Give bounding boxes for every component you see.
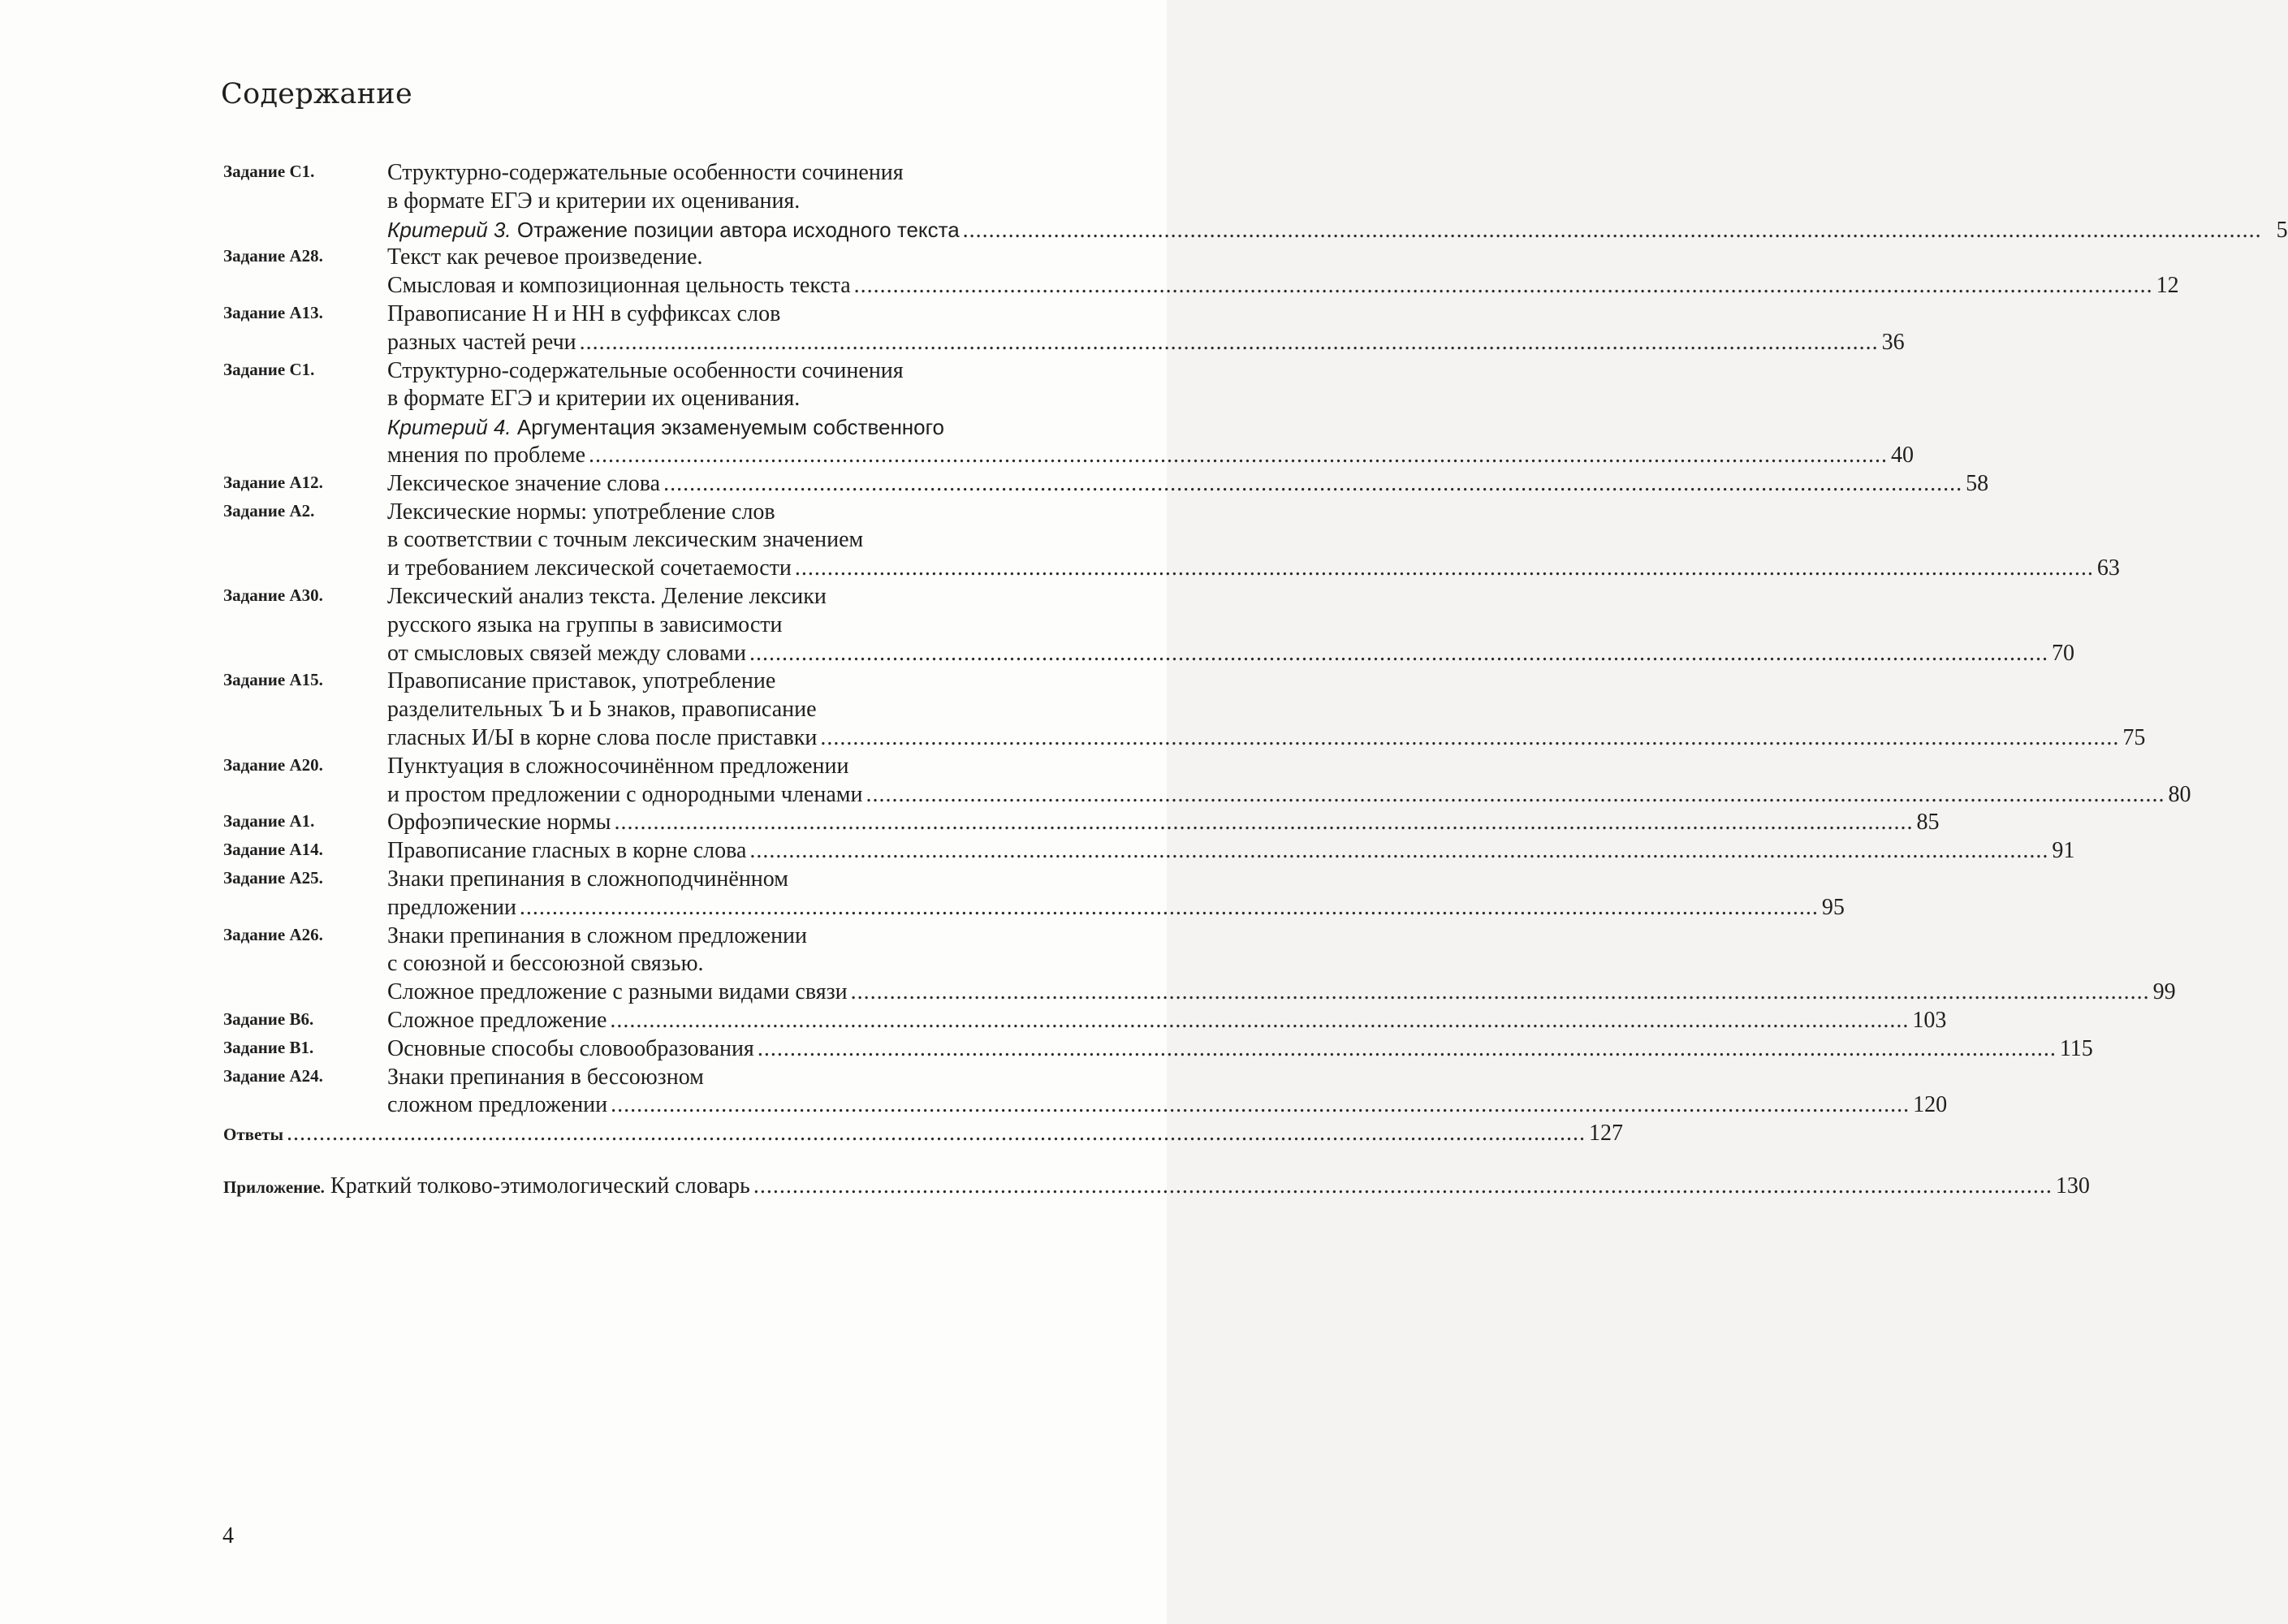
dot-leader: ........................................................................................................................................................................................................ <box>749 640 2049 666</box>
toc-entry-text-part: разных частей речи <box>387 329 576 355</box>
toc-entry-label: Задание С1. <box>223 359 315 379</box>
toc-line <box>223 1173 2090 1201</box>
toc-line <box>387 272 2179 300</box>
toc-entry-text-part: Лексическое значение слова <box>387 470 661 496</box>
toc-line: Текст как речевое произведение. <box>387 244 703 270</box>
toc-entry-body <box>387 809 1940 837</box>
dot-leader: ........................................................................................................................................................................................................ <box>749 838 2049 864</box>
toc-line: разделительных Ъ и Ь знаков, правописание <box>387 697 817 723</box>
toc-line <box>387 470 1989 499</box>
toc-entry-text-part: Смысловая и композиционная цельность текста <box>387 273 851 299</box>
toc-page-number: 75 <box>2122 724 2146 750</box>
toc-entry-text-part: и требованием лексической сочетаемости <box>387 555 792 581</box>
toc-entry-body <box>387 1064 1948 1121</box>
toc-entry[interactable] <box>223 159 2288 244</box>
criterion-text: Отражение позиции автора исходного текста <box>511 217 960 242</box>
dot-leader: ........................................................................................................................................................................................................ <box>663 470 1963 496</box>
toc-line: Знаки препинания в сложном предложении <box>387 922 808 948</box>
toc-line <box>387 329 1905 357</box>
toc-entry[interactable] <box>223 357 1915 470</box>
answers-label: Ответы <box>223 1125 284 1145</box>
dot-leader: ........................................................................................................................................................................................................ <box>610 1007 1910 1033</box>
toc-entry-body <box>387 922 2176 1007</box>
dot-leader: ........................................................................................................................................................................................................ <box>287 1121 1586 1147</box>
toc-entry[interactable] <box>223 667 2146 752</box>
toc-entry-body <box>387 667 2146 752</box>
toc-line: Правописание Н и НН в суффиксах слов <box>387 300 781 326</box>
toc-page-number: 120 <box>1913 1092 1948 1118</box>
toc-entry-label: Задание В1. <box>223 1037 314 1057</box>
toc-page-number: 91 <box>2052 838 2075 864</box>
toc-answers[interactable] <box>223 1120 1624 1148</box>
toc-entry-text <box>387 216 960 245</box>
toc-line: русского языка на группы в зависимости <box>387 611 783 637</box>
toc-entry-label: Задание В6. <box>223 1009 314 1029</box>
toc-entry-body <box>387 357 1915 470</box>
toc-entry-body <box>387 244 2179 300</box>
toc-line <box>387 781 2191 810</box>
toc-entry-text <box>387 724 817 753</box>
toc-entry-text <box>387 555 792 583</box>
toc-entry-text-part: от смысловых связей между словами <box>387 640 747 666</box>
toc-entry-text-part: сложном предложении <box>387 1092 608 1118</box>
toc-entry-label: Задание А12. <box>223 472 323 492</box>
toc-entry[interactable] <box>223 244 2179 300</box>
toc-entry-label: Задание А13. <box>223 302 323 322</box>
toc-entry-label: Задание А20. <box>223 754 323 775</box>
criterion-text: Аргументация экзаменуемым собственного <box>511 415 944 440</box>
toc-line <box>387 442 1915 470</box>
toc-line: в формате ЕГЭ и критерии их оценивания. <box>387 386 801 412</box>
toc-page-number: 5 <box>2276 217 2288 243</box>
toc-entry-body <box>387 1007 1947 1035</box>
toc-entry-text <box>387 1007 607 1035</box>
toc-entry-label: Задание А2. <box>223 500 315 520</box>
toc-entry-text-part: предложении <box>387 894 516 920</box>
toc-page-number: 103 <box>1912 1007 1947 1033</box>
toc-entry-text <box>387 1035 754 1064</box>
criterion-label: Критерий 3. <box>387 217 512 242</box>
toc-entry-text-part: Сложное предложение с разными видами связи <box>387 979 848 1005</box>
appendix-text <box>223 1173 750 1202</box>
toc-entry-text <box>387 809 611 837</box>
toc-entry-text <box>387 837 746 866</box>
toc-entry-label: Задание А25. <box>223 867 323 888</box>
dot-leader: ........................................................................................................................................................................................................ <box>519 894 1819 920</box>
toc-line <box>387 837 2075 866</box>
toc-entry-text <box>387 978 848 1007</box>
toc-entry-text-part: мнения по проблеме <box>387 442 586 468</box>
toc-page-number: 99 <box>2152 979 2176 1005</box>
toc-entry-text <box>387 894 516 922</box>
toc-entry-text-part: Правописание гласных в корне слова <box>387 838 747 864</box>
toc-line <box>387 555 2120 583</box>
toc-entry[interactable] <box>223 300 1905 357</box>
toc-page-number: 127 <box>1589 1121 1624 1147</box>
toc-entry-body <box>387 470 1989 499</box>
toc-appendix[interactable] <box>223 1173 2090 1201</box>
criterion-label: Критерий 4. <box>387 415 512 440</box>
toc-page-number: 115 <box>2059 1035 2093 1061</box>
toc-entry[interactable] <box>223 1064 1948 1121</box>
toc-entry-label: Задание А26. <box>223 924 323 944</box>
toc-entry-label: Задание А1. <box>223 811 315 831</box>
toc-entry-text-part: и простом предложении с однородными членами <box>387 781 863 807</box>
appendix-label: Приложение. <box>223 1177 325 1197</box>
toc-line <box>387 1035 2093 1064</box>
dot-leader: ........................................................................................................................................................................................................ <box>589 442 1889 468</box>
toc-entry-label: Задание А28. <box>223 246 323 266</box>
toc-entry[interactable] <box>223 1035 2093 1064</box>
toc-entry-text-part: Орфоэпические нормы <box>387 810 611 836</box>
toc-line: Пунктуация в сложносочинённом предложении <box>387 753 849 779</box>
toc-page-number: 12 <box>2156 273 2179 299</box>
toc-page-number: 70 <box>2052 640 2075 666</box>
toc-page-number: 36 <box>1881 329 1905 355</box>
toc-page-number: 40 <box>1891 442 1915 468</box>
dot-leader: ........................................................................................................................................................................................................ <box>794 555 2094 581</box>
page-title: Содержание <box>221 78 412 110</box>
toc-line <box>387 894 1845 922</box>
toc-page-number: 95 <box>1821 894 1845 920</box>
toc-entry-text-part: Сложное предложение <box>387 1007 607 1033</box>
toc-line: Знаки препинания в бессоюзном <box>387 1064 704 1090</box>
page-number: 4 <box>222 1523 234 1548</box>
dot-leader: ........................................................................................................................................................................................................ <box>820 724 2120 750</box>
toc-entry[interactable] <box>223 753 2191 810</box>
toc-entry-text <box>387 272 851 300</box>
toc-entry-text <box>387 329 576 357</box>
toc-line <box>387 978 2176 1007</box>
toc-entry[interactable] <box>223 470 1989 499</box>
dot-leader: ........................................................................................................................................................................................................ <box>753 1173 2053 1199</box>
toc-line <box>387 640 2075 668</box>
table-of-contents <box>223 159 2288 1201</box>
dot-leader: ........................................................................................................................................................................................................ <box>611 1092 1910 1118</box>
toc-line <box>387 724 2146 753</box>
toc-entry-text-part: гласных И/Ы в корне слова после приставки <box>387 724 818 750</box>
dot-leader: ........................................................................................................................................................................................................ <box>853 273 2153 299</box>
toc-entry-label: Задание А30. <box>223 585 323 605</box>
toc-entry[interactable] <box>223 809 1940 837</box>
dot-leader: ........................................................................................................................................................................................................ <box>866 781 2165 807</box>
toc-entry-label: Задание А14. <box>223 840 323 860</box>
toc-line: в формате ЕГЭ и критерии их оценивания. <box>387 188 801 214</box>
toc-line <box>223 1120 1624 1148</box>
toc-line <box>387 1007 1947 1035</box>
toc-entry-body <box>387 753 2191 810</box>
appendix-title: Краткий толково-этимологический словарь <box>330 1173 750 1199</box>
toc-entry[interactable] <box>223 866 1845 922</box>
toc-entry-body <box>387 300 1905 357</box>
toc-entry-text <box>387 1091 607 1120</box>
dot-leader: ........................................................................................................................................................................................................ <box>614 810 1914 836</box>
dot-leader: ........................................................................................................................................................................................................ <box>962 217 2262 243</box>
toc-entry-body <box>387 1035 2093 1064</box>
toc-line: Структурно-содержательные особенности сочинения <box>387 357 904 383</box>
toc-line: Знаки препинания в сложноподчинённом <box>387 866 788 892</box>
dot-leader: ........................................................................................................................................................................................................ <box>850 979 2150 1005</box>
toc-entry[interactable] <box>223 583 2075 667</box>
toc-entry-body <box>387 866 1845 922</box>
toc-entry-body <box>387 499 2120 583</box>
toc-page-number: 85 <box>1916 810 1940 836</box>
spacer <box>223 1148 1146 1173</box>
toc-entry[interactable] <box>223 922 2176 1007</box>
toc-entry[interactable] <box>223 499 2120 583</box>
toc-line <box>387 413 1146 442</box>
toc-entry-label: Задание А24. <box>223 1065 323 1086</box>
toc-line <box>387 809 1940 837</box>
toc-entry-body <box>387 837 2075 866</box>
toc-entry[interactable] <box>223 837 2075 866</box>
toc-entry-label: Задание А15. <box>223 670 323 690</box>
toc-entry-body <box>387 583 2075 667</box>
toc-page-number: 63 <box>2096 555 2120 581</box>
dot-leader: ........................................................................................................................................................................................................ <box>757 1035 2057 1061</box>
toc-entry[interactable] <box>223 1007 1947 1035</box>
toc-entry-label: Задание С1. <box>223 162 315 181</box>
toc-entry-body <box>387 159 2288 244</box>
toc-line: Структурно-содержательные особенности сочинения <box>387 160 904 185</box>
toc-page-number: 80 <box>2168 781 2191 807</box>
dot-leader: ........................................................................................................................................................................................................ <box>579 329 1879 355</box>
toc-line <box>387 1091 1948 1120</box>
toc-line: в соответствии с точным лексическим значением <box>387 527 864 553</box>
toc-page-number: 58 <box>1966 470 1989 496</box>
toc-entry-text <box>387 781 862 810</box>
toc-entry-text <box>387 640 746 668</box>
toc-page-number: 130 <box>2055 1173 2090 1199</box>
toc-line: Лексические нормы: употребление слов <box>387 499 775 525</box>
toc-line: Лексический анализ текста. Деление лексики <box>387 583 827 609</box>
toc-entry-text <box>387 442 585 470</box>
toc-line <box>387 216 2288 244</box>
toc-entry-text <box>387 470 660 499</box>
toc-entry-text-part: Основные способы словообразования <box>387 1035 754 1061</box>
toc-line: с союзной и бессоюзной связью. <box>387 951 704 977</box>
toc-line: Правописание приставок, употребление <box>387 668 776 694</box>
